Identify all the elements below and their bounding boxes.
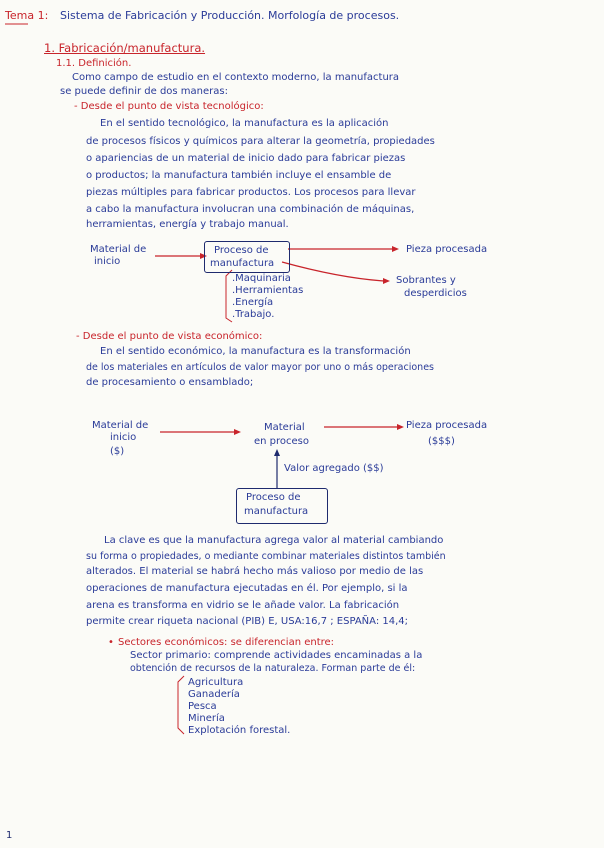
tech-line: o productos; la manufactura también incluye el ensamble de [86, 170, 392, 181]
d1-output-waste-line2: desperdicios [404, 288, 467, 299]
title-label: Tema 1: [5, 9, 49, 22]
intro-line-1: Como campo de estudio en el contexto moderno, la manufactura [72, 72, 400, 83]
d2-input-line2: inicio [110, 432, 137, 443]
section-heading-1: 1. Fabricación/manufactura. [44, 41, 206, 55]
key-line: La clave es que la manufactura agrega valor al material cambiando [104, 535, 444, 546]
tech-line: herramientas, energía y trabajo manual. [86, 219, 289, 230]
intro-line-2: se puede definir de dos maneras: [60, 86, 228, 97]
d1-process-line2: manufactura [210, 258, 275, 269]
d2-middle-line1: Material [264, 422, 305, 433]
d1-resource: .Trabajo. [232, 309, 275, 320]
sector-item: Agricultura [188, 677, 244, 688]
tech-line: de procesos físicos y químicos para alterar la geometría, propiedades [86, 136, 435, 147]
d1-output-waste-line1: Sobrantes y [396, 275, 456, 286]
key-line: alterados. El material se habrá hecho más valioso por medio de las [86, 566, 424, 577]
d2-added-value: Valor agregado ($$) [284, 463, 384, 474]
key-line: arena es transforma en vidrio se le añade valor. La fabricación [86, 600, 400, 611]
tech-bullet: - Desde el punto de vista tecnológico: [74, 101, 264, 112]
d1-resource: .Herramientas [232, 285, 304, 296]
econ-line: de los materiales en artículos de valor mayor por uno o más operaciones [86, 362, 434, 373]
d1-resource: .Maquinaria [232, 273, 291, 284]
tech-line: En el sentido tecnológico, la manufactura es la aplicación [100, 118, 389, 129]
d2-process-line2: manufactura [244, 506, 309, 517]
d2-process-line1: Proceso de [246, 492, 301, 503]
sectors-bullet: Sectores económicos: se diferencian entre: [118, 637, 335, 648]
d1-resource: .Energía [232, 297, 274, 308]
sector-primary-line2: obtención de recursos de la naturaleza. Forman parte de él: [130, 663, 416, 674]
d2-input-line1: Material de [92, 420, 149, 431]
key-line: su forma o propiedades, o mediante combinar materiales distintos también [86, 551, 446, 562]
d2-input-value: ($) [110, 446, 125, 457]
tech-line: piezas múltiples para fabricar productos. Los procesos para llevar [86, 187, 416, 198]
sector-primary-line1: Sector primario: comprende actividades encaminadas a la [130, 650, 423, 661]
econ-bullet: - Desde el punto de vista económico: [76, 331, 263, 342]
tech-line: a cabo la manufactura involucran una combinación de máquinas, [86, 204, 415, 215]
d1-process-line1: Proceso de [214, 245, 269, 256]
d2-middle-line2: en proceso [254, 436, 310, 447]
tech-line: o apariencias de un material de inicio dado para fabricar piezas [86, 153, 406, 164]
section-heading-1-1: 1.1. Definición. [56, 58, 132, 69]
sector-item: Explotación forestal. [188, 725, 291, 736]
sector-item: Minería [188, 713, 225, 724]
sectors-bullet-mark: • [108, 637, 114, 648]
d1-input-line2: inicio [94, 256, 121, 267]
key-line: permite crear riqueta nacional (PIB) E, USA:16,7 ; ESPAÑA: 14,4; [86, 616, 409, 627]
d1-input-line1: Material de [90, 244, 147, 255]
key-line: operaciones de manufactura ejecutadas en él. Por ejemplo, si la [86, 583, 408, 594]
d1-output-main: Pieza procesada [406, 244, 488, 255]
sector-item: Pesca [188, 701, 217, 712]
econ-line: En el sentido económico, la manufactura es la transformación [100, 346, 411, 357]
sector-item: Ganadería [188, 689, 240, 700]
page-number: 1 [6, 830, 13, 841]
d2-output: Pieza procesada [406, 420, 488, 431]
title-text: Sistema de Fabricación y Producción. Morfología de procesos. [60, 9, 400, 22]
econ-line: de procesamiento o ensamblado; [86, 377, 254, 388]
d2-output-value: ($$$) [428, 436, 455, 447]
